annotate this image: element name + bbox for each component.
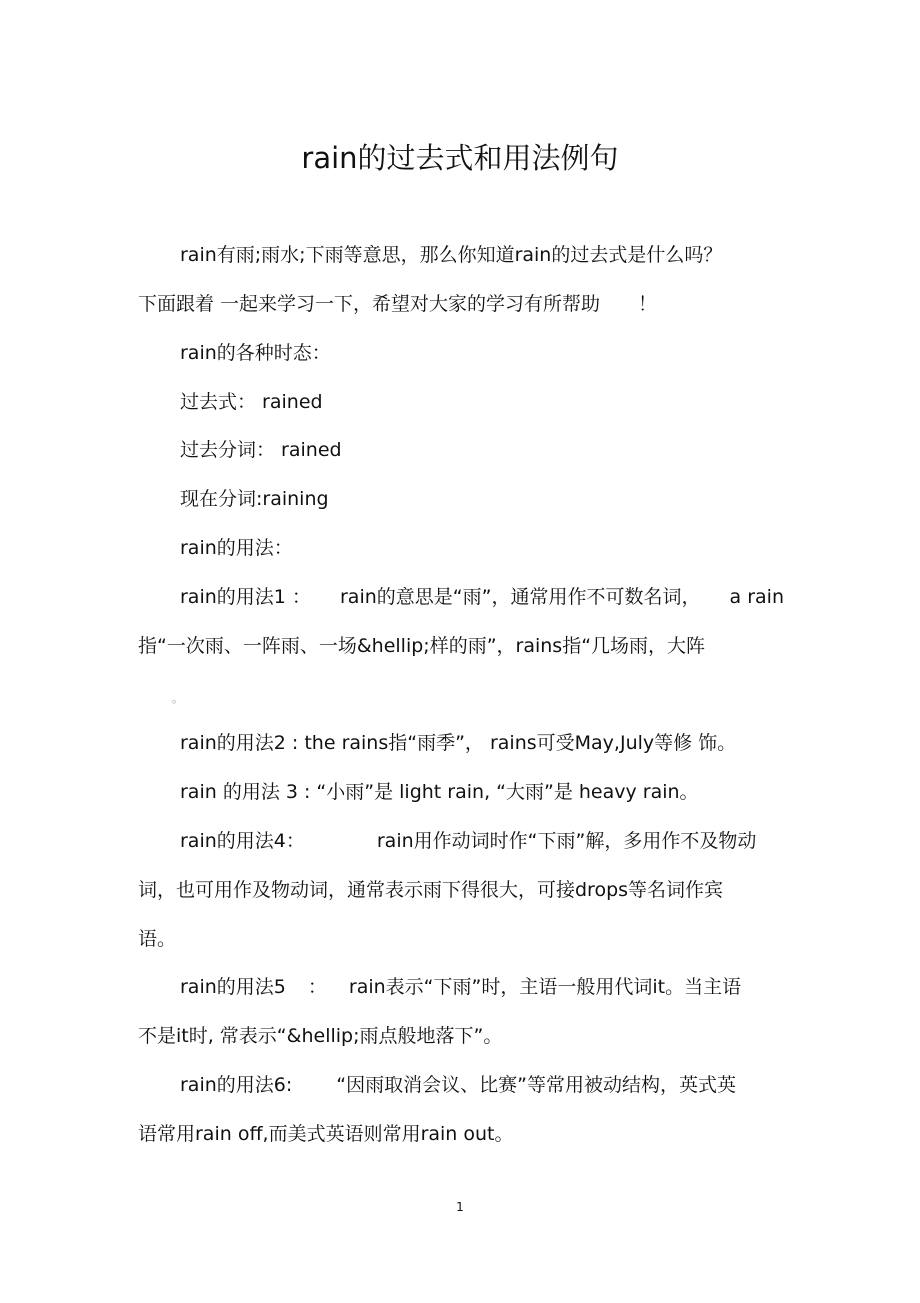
usage-6-label: rain的用法6: bbox=[180, 1074, 293, 1096]
intro-line-1: rain有雨;雨水;下雨等意思，那么你知道rain的过去式是什么吗？ bbox=[180, 244, 723, 266]
usage-4-label: rain的用法4： bbox=[180, 830, 305, 852]
usage-6-line-2: 语常用rain off,而美式英语则常用rain out。 bbox=[138, 1123, 514, 1145]
usage-5-colon: ： bbox=[307, 976, 327, 998]
usage-1-line-2: 指“一次雨、一阵雨、一场&hellip;样的雨”，rains指“几场雨，大阵 bbox=[138, 635, 706, 657]
usage-2: rain的用法2 : the rains指“雨季”， rains可受May,July等修 饰。 bbox=[180, 732, 737, 754]
usage-4-text: rain用作动词时作“下雨”解，多用作不及物动 bbox=[376, 830, 757, 852]
usage-1-tail: a rain bbox=[729, 586, 784, 608]
usage-6-text: “因雨取消会议、比赛”等常用被动结构，英式英 bbox=[336, 1074, 736, 1096]
usage-1-line-1 bbox=[180, 583, 784, 611]
usage-5-line-2: 不是it时, 常表示“&hellip;雨点般地落下”。 bbox=[138, 1025, 503, 1047]
usage-5-label: rain的用法5 bbox=[180, 976, 286, 998]
document-title: rain的过去式和用法例句 bbox=[301, 141, 619, 175]
usage-1-label: rain的用法1 ： bbox=[180, 586, 311, 608]
present-participle: 现在分词:raining bbox=[180, 488, 329, 510]
usage-5-line-1 bbox=[180, 973, 741, 1001]
usage-5-text: rain表示“下雨”时，主语一般用代词it。当主语 bbox=[348, 976, 742, 998]
intro-line-2-text: 下面跟着 一起来学习一下，希望对大家的学习有所帮助 bbox=[138, 293, 601, 315]
usage-1-text: rain的意思是“雨”，通常用作不可数名词， bbox=[339, 586, 701, 608]
usage-4-line-1 bbox=[180, 827, 756, 855]
past-participle: 过去分词： rained bbox=[180, 439, 342, 461]
usage-6-line-1 bbox=[180, 1071, 736, 1099]
intro-line-2-exclaim: ！ bbox=[638, 293, 658, 315]
intro-line-2 bbox=[138, 290, 657, 318]
usage-1-tiny-mark: 。 bbox=[172, 692, 183, 705]
tenses-heading: rain的各种时态： bbox=[180, 342, 331, 364]
page-number: 1 bbox=[456, 1200, 464, 1214]
past-tense: 过去式： rained bbox=[180, 391, 323, 413]
usage-heading: rain的用法： bbox=[180, 537, 293, 559]
usage-4-line-2: 词，也可用作及物动词，通常表示雨下得很大，可接drops等名词作宾 bbox=[138, 879, 724, 901]
usage-4-line-3: 语。 bbox=[138, 928, 177, 950]
usage-3: rain 的用法 3 : “小雨”是 light rain, “大雨”是 heavy rain。 bbox=[180, 781, 699, 803]
